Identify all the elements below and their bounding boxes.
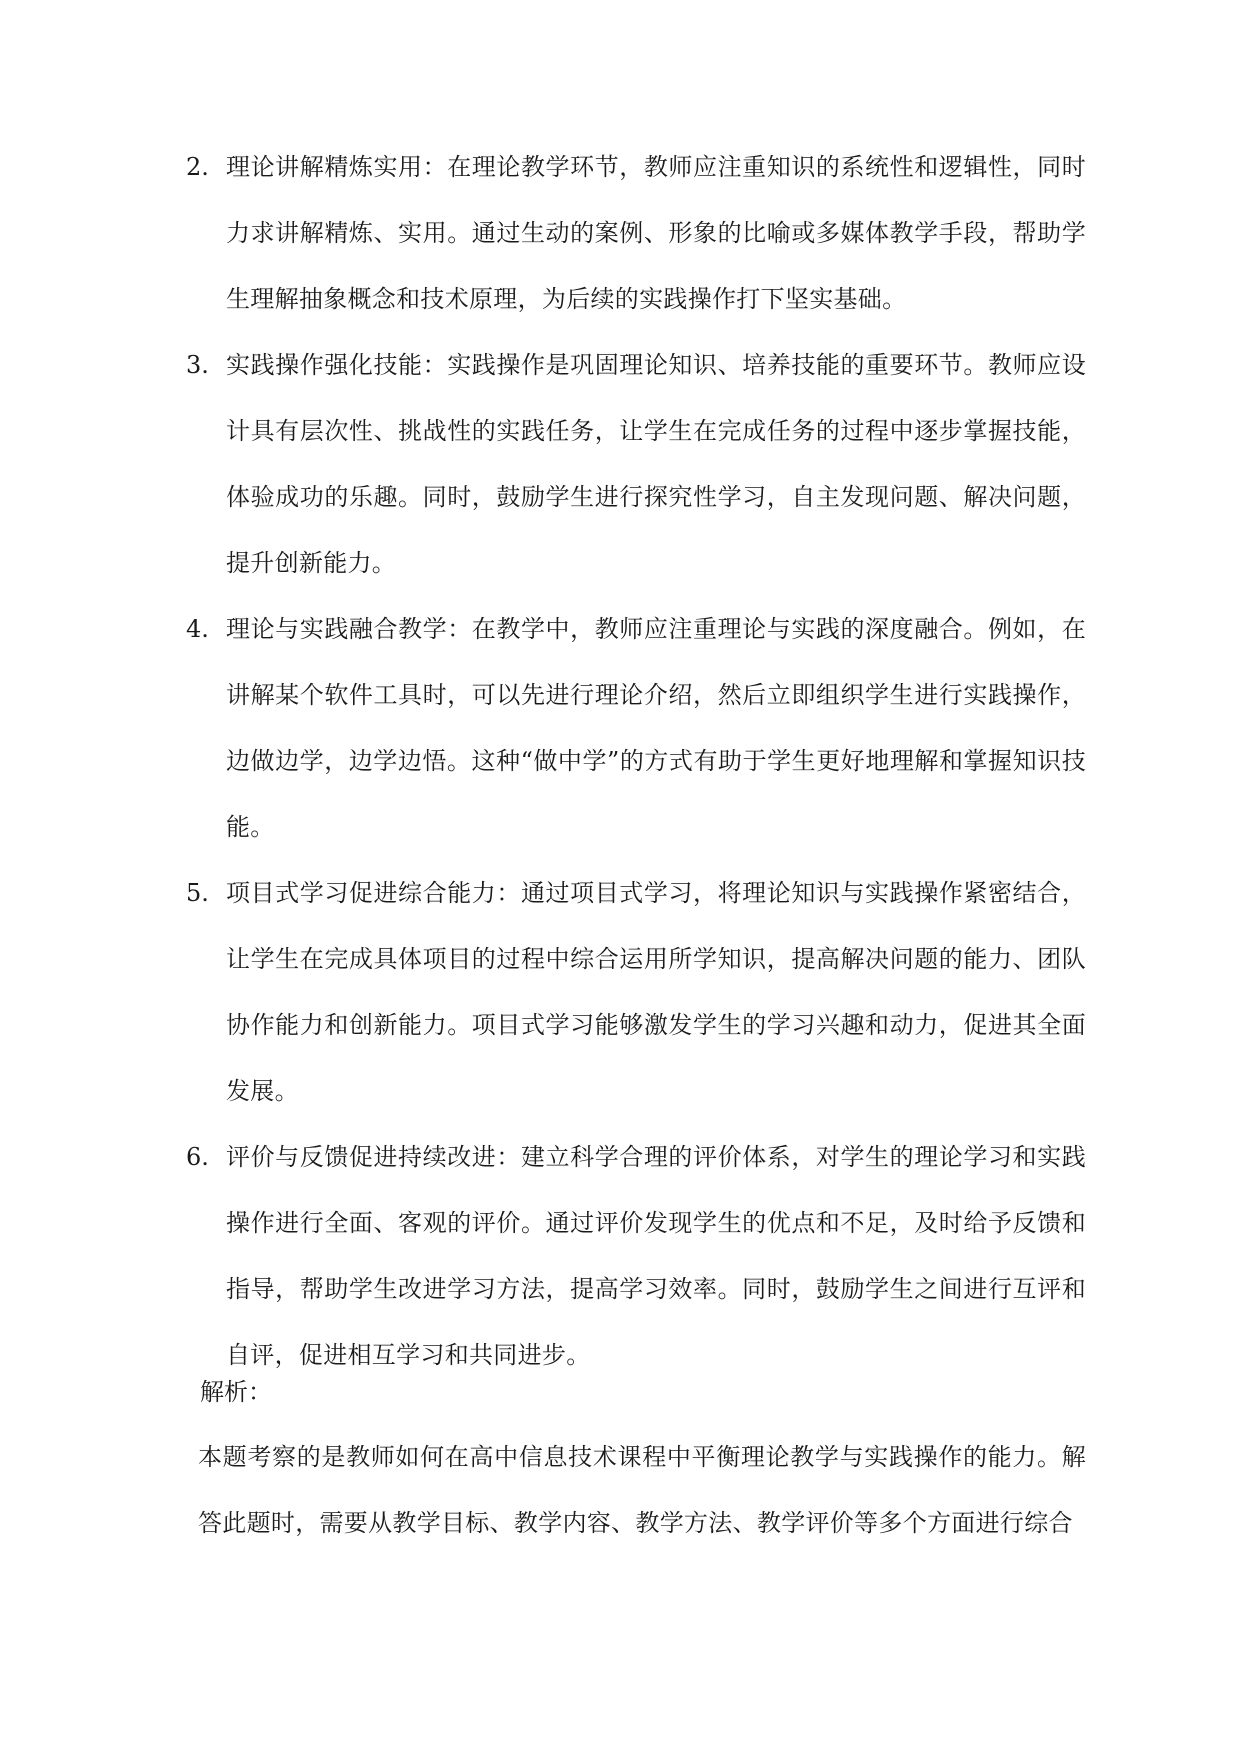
list-item-text: 理论与实践融合教学：在教学中，教师应注重理论与实践的深度融合。例如，在讲解某个软件工具时，可以先进行理论介绍，然后立即组织学生进行实践操作，边做边学，边学边悟。这种“做中学”的方式有助于学生更好地理解和掌握知识技能。 xyxy=(226,615,1086,841)
list-item-text: 项目式学习促进综合能力：通过项目式学习，将理论知识与实践操作紧密结合，让学生在完成具体项目的过程中综合运用所学知识，提高解决问题的能力、团队协作能力和创新能力。项目式学习能够激发学生的学习兴趣和动力，促进其全面发展。 xyxy=(226,879,1086,1105)
analysis-body: 本题考察的是教师如何在高中信息技术课程中平衡理论教学与实践操作的能力。解答此题时，需要从教学目标、教学内容、教学方法、教学评价等多个方面进行综合 xyxy=(198,1443,1086,1537)
list-item-number: 6. xyxy=(186,1143,209,1171)
list-item-number: 5. xyxy=(186,879,209,907)
analysis-heading: 解析： xyxy=(200,1378,272,1406)
list-item-text: 评价与反馈促进持续改进：建立科学合理的评价体系，对学生的理论学习和实践操作进行全面、客观的评价。通过评价发现学生的优点和不足，及时给予反馈和指导，帮助学生改进学习方法，提高学习效率。同时，鼓励学生之间进行互评和自评，促进相互学习和共同进步。 xyxy=(226,1143,1086,1369)
list-item-number: 4. xyxy=(186,615,209,643)
list-item-number: 2. xyxy=(186,153,209,181)
list-item-number: 3. xyxy=(186,351,209,379)
list-item-text: 理论讲解精炼实用：在理论教学环节，教师应注重知识的系统性和逻辑性，同时力求讲解精炼、实用。通过生动的案例、形象的比喻或多媒体教学手段，帮助学生理解抽象概念和技术原理，为后续的实践操作打下坚实基础。 xyxy=(226,153,1086,313)
list-item-text: 实践操作强化技能：实践操作是巩固理论知识、培养技能的重要环节。教师应设计具有层次性、挑战性的实践任务，让学生在完成任务的过程中逐步掌握技能，体验成功的乐趣。同时，鼓励学生进行探究性学习，自主发现问题、解决问题，提升创新能力。 xyxy=(226,351,1086,577)
